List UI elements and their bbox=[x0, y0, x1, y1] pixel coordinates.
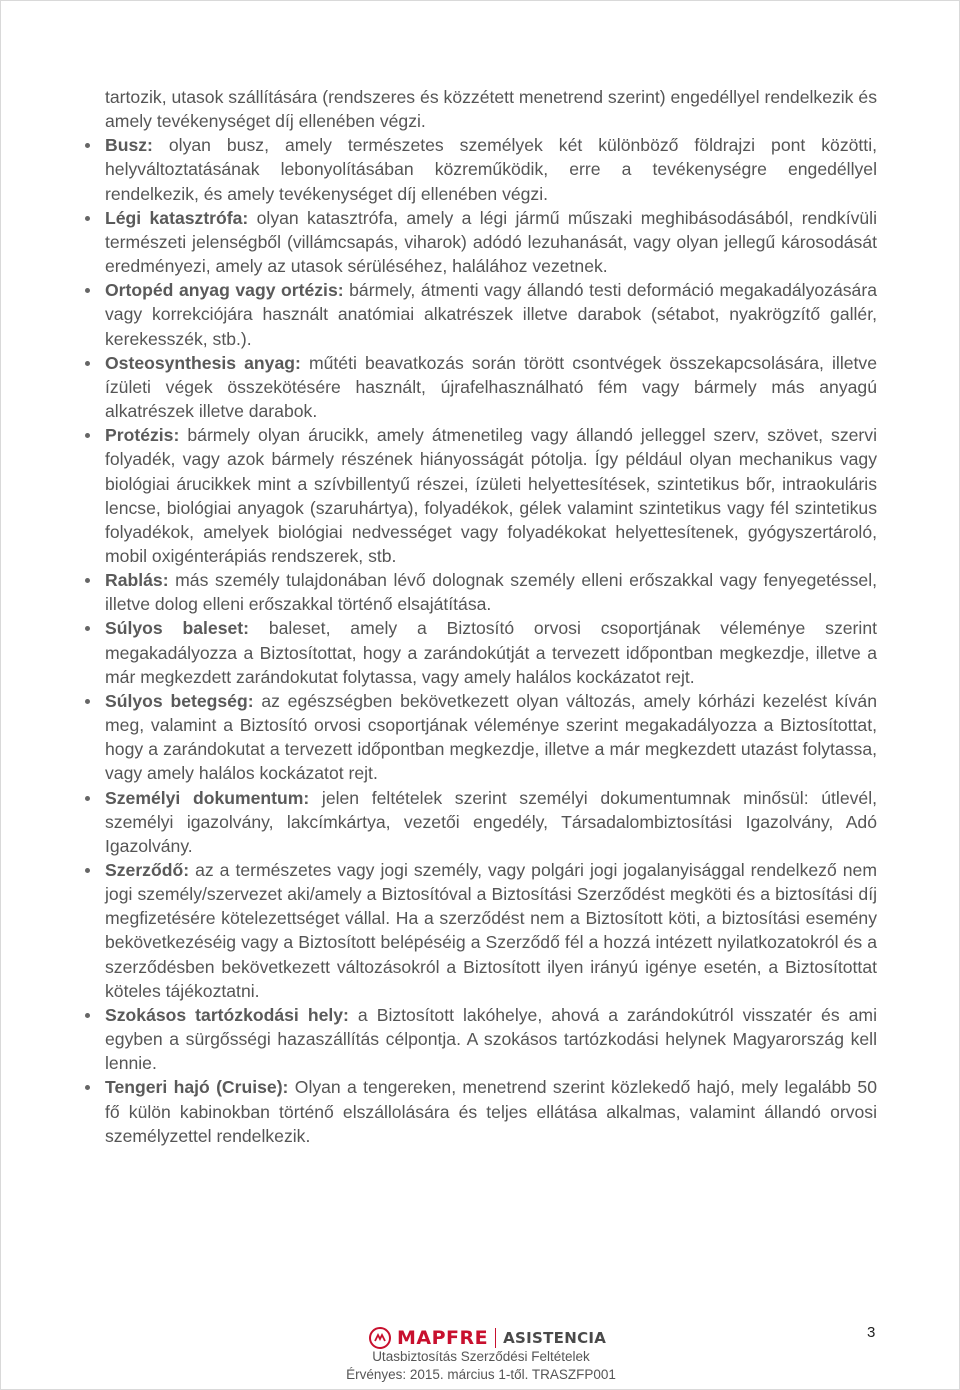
intro-paragraph: tartozik, utasok szállítására (rendszeres és közzétett menetrend szerint) engedéllyel rendelkezik és amely tevékenységet díj ellenében végzi. bbox=[105, 87, 877, 132]
definition-term: Osteosynthesis anyag: bbox=[105, 352, 301, 373]
definition-text: olyan busz, amely természetes személyek két különböző földrajzi pont közötti, helyváltoztatásának lebonyolításában közreműködik, erre a tevékenységre engedéllyel rendelkezik, és amely tevékenységet díj ellenében végzi. bbox=[105, 135, 877, 204]
definition-item bbox=[105, 206, 877, 278]
footer-validity: Érvényes: 2015. március 1-től. TRASZFP001 bbox=[346, 1367, 616, 1382]
definition-text: bármely olyan árucikk, amely átmenetileg vagy állandó jelleggel szerv, szövet, szervi folyadék, vagy azok bármely részének hiányosságát pótolja. Így például olyan mechanikus vagy biológiai árucikkek mint a szívbillentyű részei, ízületi helyettesítések, szintetikus bőr, intraokuláris lencse, biológiai anyagok (szaruhártya), folyadékok, gélek valamint szintetikus vagy fél szintetikus folyadékok, amelyek biológiai nedvességet vagy folyadékokat helyettesítenek, gyógyszertároló, mobil oxigénterápiás rendszerek, stb. bbox=[105, 425, 877, 566]
bullet-icon bbox=[85, 1085, 90, 1090]
definition-item bbox=[105, 278, 877, 350]
definition-term: Protézis: bbox=[105, 425, 180, 446]
definition-term: Ortopéd anyag vagy ortézis: bbox=[105, 280, 344, 301]
definition-item bbox=[105, 133, 877, 205]
definition-term: Szokásos tartózkodási hely: bbox=[105, 1004, 349, 1025]
definition-text: más személy tulajdonában lévő dolognak személy elleni erőszakkal vagy fenyegetéssel, illetve dolog elleni erőszakkal történő elsajátítása. bbox=[105, 570, 877, 615]
definition-text: jelen feltételek szerint személyi dokumentumnak minősül: útlevél, személyi igazolvány, lakcímkártya, vezetői engedély, Társadalombiztosítási Igazolvány, Adó Igazolvány. bbox=[105, 787, 877, 856]
logo-sub-text: ASISTENCIA bbox=[503, 1329, 607, 1347]
definition-term: Légi katasztrófa: bbox=[105, 207, 249, 228]
bullet-icon bbox=[85, 699, 90, 704]
definition-text: műtéti beavatkozás során törött csontvégek összekapcsolására, illetve ízületi végek összekötésére használt, újrafelhasználható fém vagy bármely más anyagú alkatrészek illetve darabok. bbox=[105, 352, 877, 422]
bullet-icon bbox=[85, 868, 90, 873]
definition-item bbox=[105, 858, 877, 1003]
bullet-icon bbox=[85, 578, 90, 583]
bullet-icon bbox=[85, 796, 90, 801]
definition-item bbox=[105, 1075, 877, 1147]
definition-item bbox=[105, 689, 877, 786]
definition-text: baleset, amely a Biztosító orvosi csoportjának véleménye szerint megakadályozza a Biztosítottat, hogy a zarándokútját a tervezett időpontban megkezdje, illetve a már megkezdett zarándokutat folytassa, vagy amely halálos kockázatot rejt. bbox=[105, 618, 877, 687]
logo-brand-text: MAPFRE bbox=[397, 1327, 489, 1349]
bullet-icon bbox=[85, 1013, 90, 1018]
definition-item bbox=[105, 616, 877, 688]
logo-divider bbox=[495, 1328, 496, 1348]
definition-item bbox=[105, 1003, 877, 1075]
definition-text: Olyan a tengereken, menetrend szerint közlekedő hajó, mely legalább 50 fő külön kabinokban történő elszállolására és teljes ellátása alkalmas, valamint állandó orvosi személyzettel rendelkezik. bbox=[105, 1077, 877, 1146]
definition-text: az egészségben bekövetkezett olyan változás, amely kórházi kezelést kíván meg, valamint a Biztosító orvosi csoportjának véleménye szerint megakadályozza a Biztosítottat, hogy a zarándokutat a tervezett időpontban megkezdje, illetve a már megkezdett utazást folytassa, vagy amely halálos kockázatot rejt. bbox=[105, 690, 877, 784]
definition-text: bármely, átmenti vagy állandó testi deformáció megakadályozására vagy korrekciójára használt anatómiai alkatrészek illetve darabok (sétabot, nyakrögzítő gallér, kerekesszék, stb.). bbox=[105, 280, 877, 349]
definition-item bbox=[105, 351, 877, 423]
definition-text: az a természetes vagy jogi személy, vagy polgári jogi jogalanyisággal rendelkező nem jogi személy/szervezet aki/amely a Biztosítóval a Biztosítási Szerződést megköti és a biztosítási díj megfizetésére kötelezettséget vállal. Ha a szerződést nem a Biztosított köti, a biztosítási esemény bekövetkezéséig vagy a Biztosított belépéséig a Szerződő fél a hozzá intézett nyilatkozatokról és a szerződésben bekövetkezett változásokról a Biztosított ilyen irányú igénye esetén, a Biztosítottat köteles tájékoztatni. bbox=[105, 860, 877, 1001]
definition-term: Tengeri hajó (Cruise): bbox=[105, 1077, 289, 1098]
bullet-icon bbox=[85, 361, 90, 366]
definition-text: olyan katasztrófa, amely a légi jármű műszaki meghibásodásából, rendkívüli természeti jelenségből (villámcsapás, viharok) adódó lezuhanását, vagy olyan jellegű károsodását eredményezi, amely az utasok sérüléséhez, halálához vezetnek. bbox=[105, 207, 877, 277]
bullet-icon bbox=[85, 143, 90, 148]
definition-item bbox=[105, 568, 877, 616]
bullet-icon bbox=[85, 433, 90, 438]
footer-title: Utasbiztosítás Szerződési Feltételek bbox=[372, 1349, 590, 1364]
definition-term: Szerződő: bbox=[105, 860, 190, 880]
page-number: 3 bbox=[867, 1324, 876, 1341]
definition-text: a Biztosított lakóhelye, ahová a zarándokútról visszatér és ami egyben a sürgősségi hazaszállítás célpontja. A szokásos tartózkodási helynek Magyarország kell lennie. bbox=[105, 1004, 877, 1074]
definition-item bbox=[105, 423, 877, 568]
document-body bbox=[105, 85, 877, 1148]
definition-item bbox=[105, 786, 877, 858]
bullet-icon bbox=[85, 626, 90, 631]
bullet-icon bbox=[85, 288, 90, 293]
definition-term: Rablás: bbox=[105, 570, 169, 591]
definition-term: Személyi dokumentum: bbox=[105, 787, 310, 808]
definitions-list bbox=[105, 133, 877, 1148]
bullet-icon bbox=[85, 216, 90, 221]
definition-term: Súlyos betegség: bbox=[105, 690, 254, 711]
definition-term: Busz: bbox=[105, 135, 153, 156]
mapfre-logo bbox=[369, 1325, 606, 1351]
mapfre-emblem-icon bbox=[369, 1327, 391, 1349]
definition-term: Súlyos baleset: bbox=[105, 618, 250, 639]
